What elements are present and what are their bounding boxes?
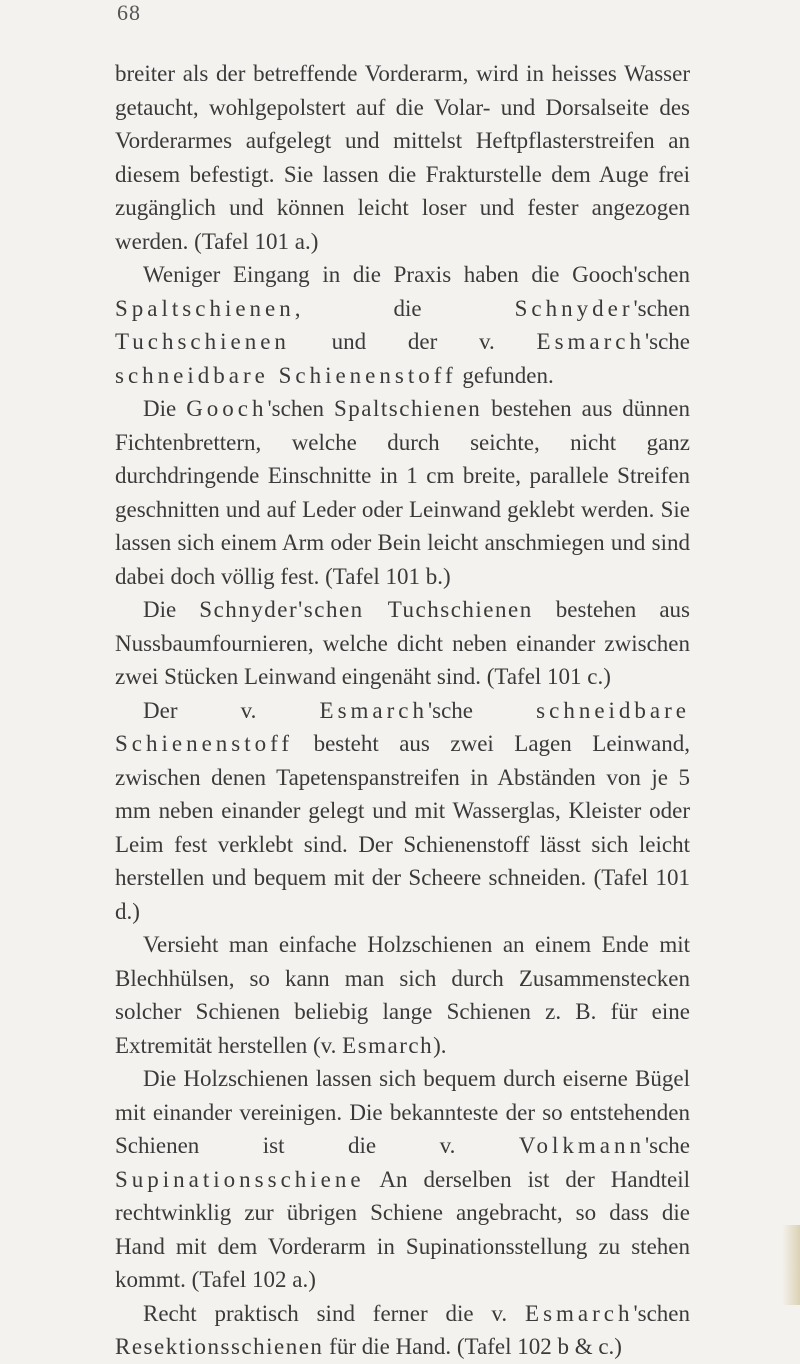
paragraph-4	[115, 593, 690, 694]
text-segment: gefunden.	[456, 362, 554, 388]
spaced-term: Esmarch	[525, 1300, 634, 1326]
spaced-term: Esmarch	[319, 697, 428, 723]
paragraph-3	[115, 392, 690, 593]
text-segment: bestehen aus Nussbaumfournieren, welche dicht neben einander zwischen zwei Stücken Leinwand eingenäht sind. (Tafel 101 c.)	[115, 597, 690, 689]
text-segment: breiter als der betreffende Vorderarm, wird in heisses Wasser getaucht, wohlgepolstert auf die Volar- und Dorsalseite des Vorderarmes aufgelegt und mittelst Heftpflasterstreifen an diesem befestigt. Sie lassen die Frakturstelle dem Auge frei zugänglich und können leicht loser und fester angezogen werden. (Tafel 101 a.)	[115, 61, 690, 254]
spaced-term: Tuchschienen	[115, 329, 290, 354]
text-segment: besteht aus zwei Lagen Leinwand, zwischen denen Tapetenspanstreifen in Abständen von je 5 mm neben einander gelegt und mit Wasserglas, Kleister oder Leim fest verklebt sind. Der Schienenstoff lässt sich leicht herstellen und bequem mit der Scheere schneiden. (Tafel 101 d.)	[115, 731, 690, 924]
text-segment: 'schen	[633, 1300, 690, 1326]
spaced-term: Gooch	[186, 396, 268, 421]
text-segment: bestehen aus dünnen Fichtenbrettern, welche durch seichte, nicht ganz durchdringende Einschnitte in 1 cm breite, parallele Streifen geschnitten und auf Leder oder Leinwand geklebt werden. Sie lassen sich einem Arm oder Bein leicht anschmiegen und sind dabei doch völlig fest. (Tafel 101 b.)	[115, 396, 690, 589]
text-segment: 'sche	[644, 329, 690, 354]
text-segment: Die	[143, 396, 187, 421]
text-segment: Versieht man einfache Holzschienen an einem Ende mit Blechhülsen, so kann man sich durch Zusammenstecken solcher Schienen beliebig lange Schienen z. B. für eine Extremität herstellen (v.	[115, 932, 690, 1058]
paragraph-6	[115, 928, 690, 1062]
text-segment: 'schen	[633, 295, 690, 321]
text-segment: 'sche	[428, 697, 537, 723]
text-segment: 'schen	[267, 396, 334, 421]
text-segment: für die Hand. (Tafel 102 b & c.)	[323, 1334, 622, 1359]
page-number: 68	[117, 0, 141, 25]
text-segment: , die	[294, 295, 515, 321]
text-segment: 'sche	[644, 1133, 690, 1158]
spaced-term: Resektionsschienen	[115, 1334, 324, 1359]
spaced-term: Esmarch	[342, 1032, 434, 1058]
paragraph-8	[115, 1297, 690, 1364]
text-segment: An derselben ist der Handteil rechtwinklig zur übrigen Schiene angebracht, so dass die Hand mit dem Vorderarm in Supinationsstellung zu stehen kommt. (Tafel 102 a.)	[115, 1166, 690, 1292]
text-segment: Weniger Eingang in die Praxis haben die Gooch'schen	[143, 262, 690, 287]
text-segment: Die	[143, 597, 200, 622]
spaced-term: Esmarch	[536, 329, 645, 354]
spaced-term: Supinationsschiene	[115, 1166, 365, 1192]
spaced-term: Spaltschienen	[115, 295, 295, 321]
text-segment: Die Holzschienen lassen sich bequem durch eiserne Bügel mit einander vereinigen. Die bekannteste der so entstehenden Schienen ist die v.	[115, 1066, 690, 1158]
paragraph-1	[115, 57, 690, 258]
text-segment: Der v.	[143, 697, 320, 723]
text-segment: und der v.	[289, 329, 537, 354]
text-segment: ).	[433, 1032, 447, 1058]
spaced-term: Volkmann	[518, 1133, 645, 1158]
spaced-term: schneidbare Schienenstoff	[115, 697, 691, 756]
spaced-term: Schnyder	[514, 295, 634, 321]
body-text	[115, 57, 690, 1364]
page-edge-stain	[782, 1225, 800, 1305]
paragraph-5	[115, 694, 690, 929]
spaced-term: Spaltschienen	[334, 396, 482, 421]
paragraph-7	[115, 1062, 690, 1297]
spaced-term: schneidbare Schienenstoff	[115, 362, 457, 388]
spaced-term: Schnyder'schen Tuchschienen	[199, 597, 533, 622]
paragraph-2	[115, 258, 690, 392]
text-segment: Recht praktisch sind ferner die v.	[143, 1300, 526, 1326]
